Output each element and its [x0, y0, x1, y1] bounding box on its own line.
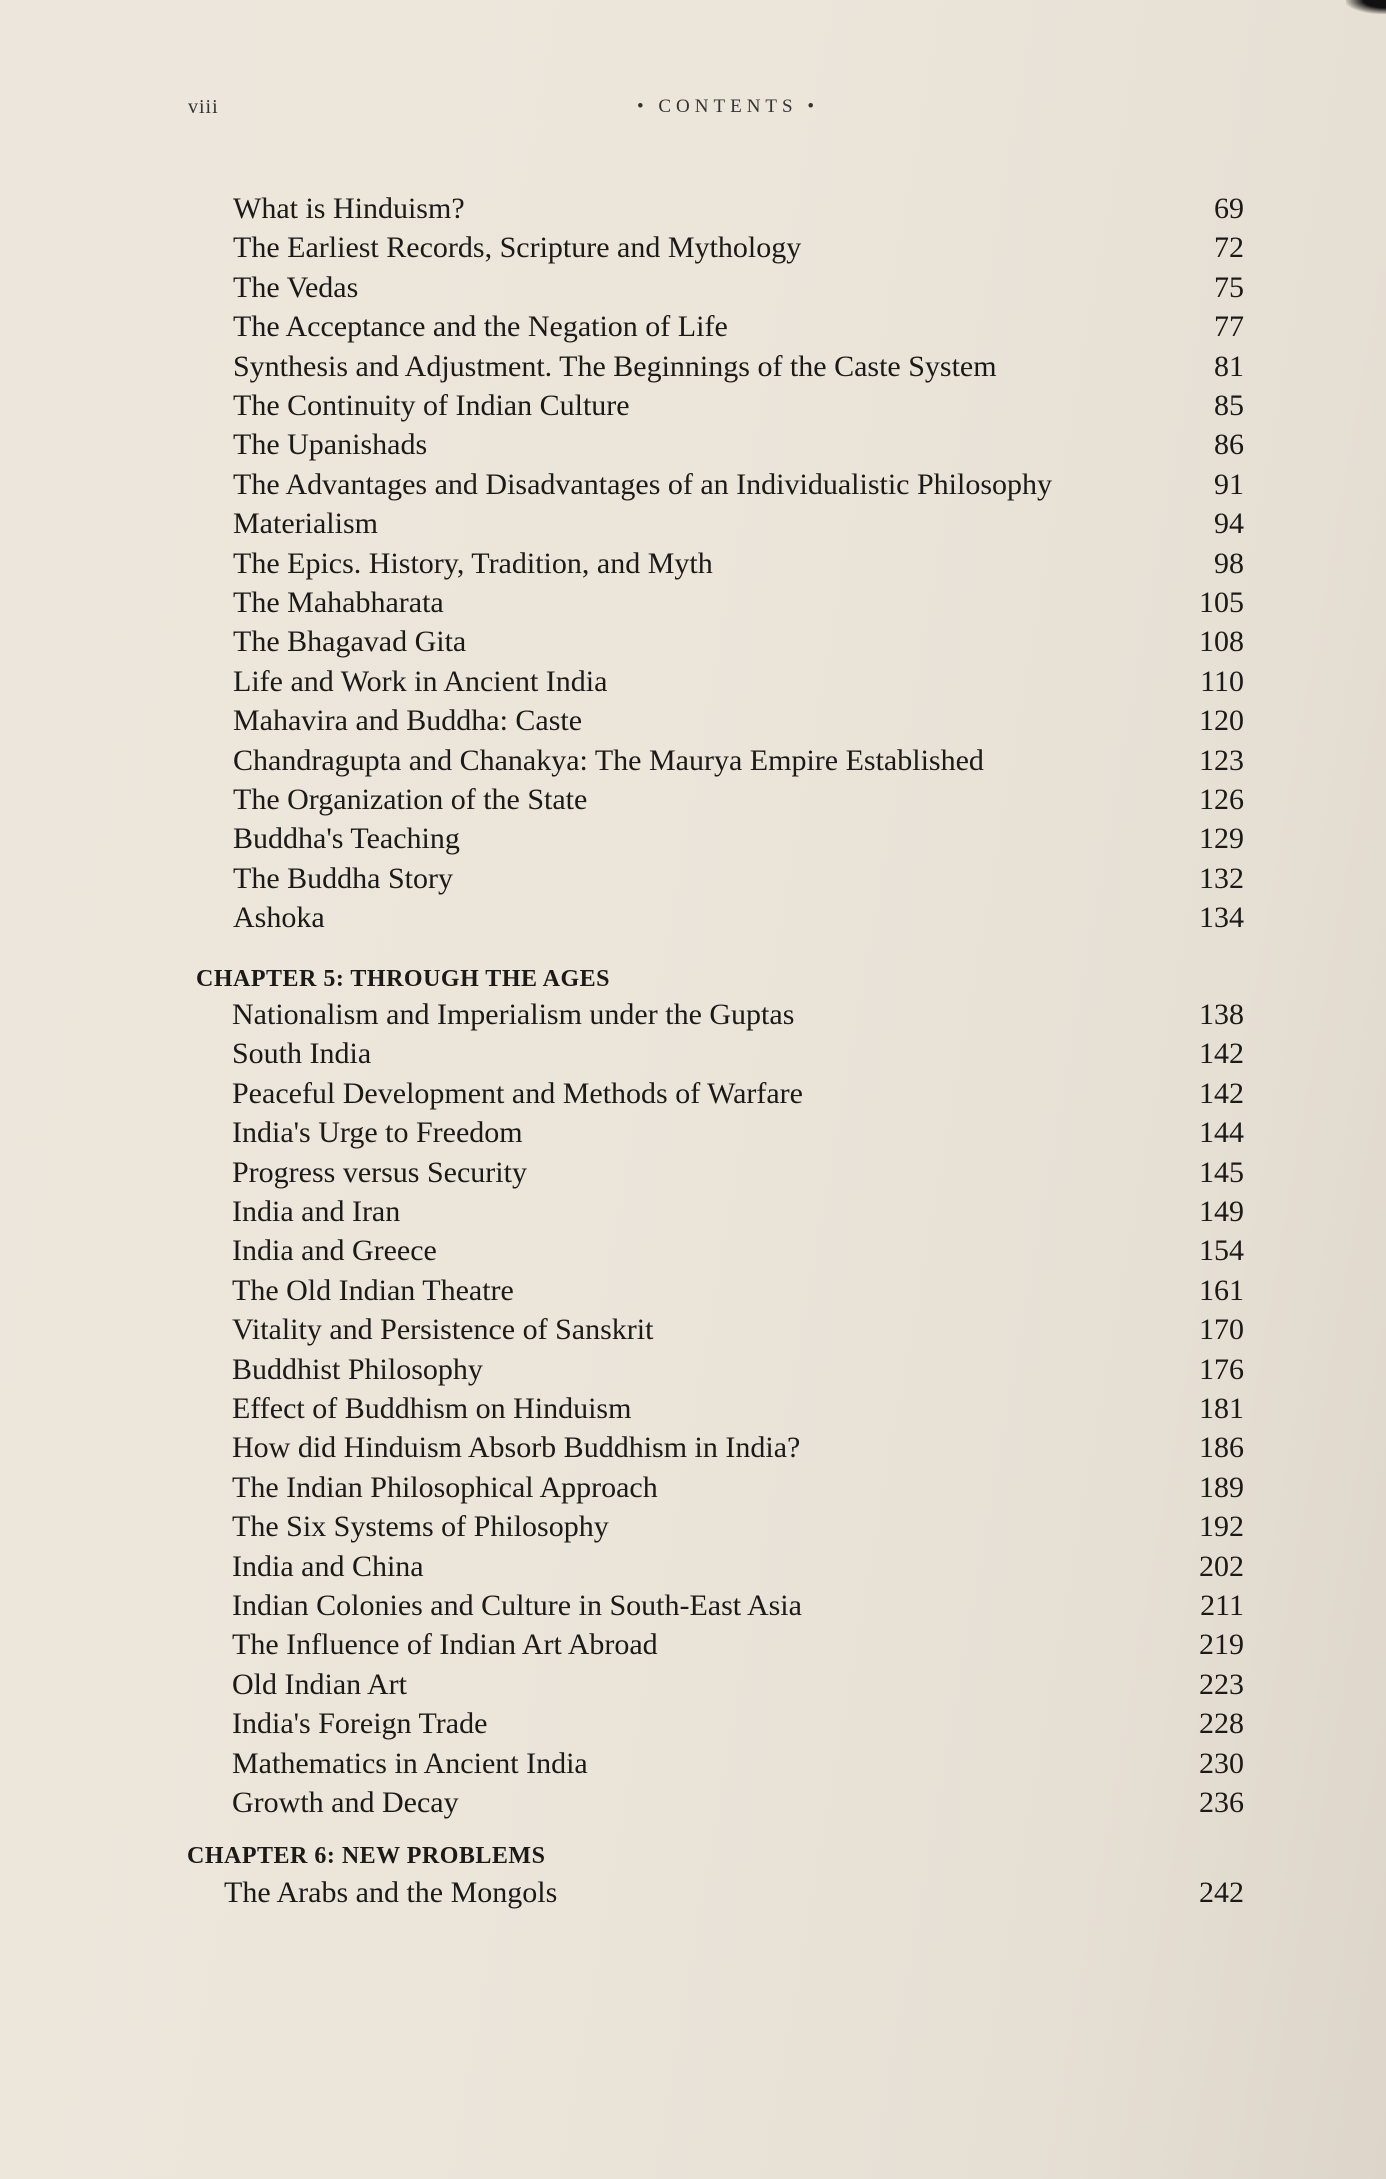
- toc-entry-page: 228: [1199, 1707, 1244, 1741]
- toc-entry-page: 149: [1199, 1195, 1244, 1228]
- toc-entry-title: Old Indian Art: [232, 1667, 407, 1701]
- toc-entry-title: Chandragupta and Chanakya: The Maurya Empire Established: [233, 743, 984, 777]
- toc-entry-page: 142: [1199, 1076, 1244, 1110]
- toc-entry-title: India and Greece: [232, 1234, 437, 1268]
- toc-entry-page: 219: [1199, 1628, 1244, 1662]
- toc-entry-page: 110: [1200, 664, 1244, 698]
- toc-entry-title: Growth and Decay: [232, 1786, 459, 1819]
- toc-entry-title: The Continuity of Indian Culture: [233, 389, 630, 422]
- toc-entry-page: 86: [1214, 428, 1244, 462]
- toc-entry-title: Mathematics in Ancient India: [232, 1746, 588, 1780]
- toc-entry-title: Synthesis and Adjustment. The Beginnings of the Caste System: [233, 349, 997, 383]
- toc-entry-title: How did Hinduism Absorb Buddhism in India?: [232, 1431, 801, 1465]
- toc-entry-title: The Indian Philosophical Approach: [232, 1470, 658, 1504]
- toc-entry-page: 132: [1199, 861, 1244, 895]
- toc-entry-title: India's Foreign Trade: [232, 1707, 488, 1741]
- toc-entry-page: 134: [1199, 901, 1244, 935]
- toc-entry-title: Vitality and Persistence of Sanskrit: [232, 1313, 654, 1347]
- toc-entry-title: Nationalism and Imperialism under the Guptas: [232, 998, 795, 1031]
- toc-entry-title: The Arabs and the Mongols: [224, 1876, 558, 1909]
- toc-entry-title: The Mahabharata: [233, 586, 444, 619]
- toc-entry-title: Life and Work in Ancient India: [233, 664, 608, 698]
- toc-entry-title: India and China: [232, 1549, 424, 1583]
- running-head: • CONTENTS •: [636, 96, 820, 117]
- chapter-heading: CHAPTER 6: NEW PROBLEMS: [187, 1843, 546, 1869]
- toc-entry-page: 202: [1199, 1549, 1244, 1583]
- toc-entry-title: Materialism: [233, 507, 378, 541]
- toc-entry-page: 144: [1199, 1116, 1244, 1150]
- toc-entry-title: The Influence of Indian Art Abroad: [232, 1628, 658, 1662]
- toc-entry-page: 105: [1199, 586, 1244, 619]
- toc-entry-title: The Six Systems of Philosophy: [232, 1510, 609, 1544]
- toc-entry-page: 108: [1199, 625, 1244, 659]
- toc-entry-page: 142: [1199, 1037, 1244, 1071]
- toc-entry-title: The Old Indian Theatre: [232, 1273, 514, 1307]
- toc-entry-title: The Advantages and Disadvantages of an Individualistic Philosophy: [233, 467, 1053, 501]
- toc-entry-title: Indian Colonies and Culture in South-East Asia: [232, 1589, 802, 1622]
- toc-entry-title: Ashoka: [233, 901, 325, 935]
- toc-entry-title: The Acceptance and the Negation of Life: [233, 310, 728, 344]
- toc-entry-title: The Bhagavad Gita: [233, 625, 467, 659]
- toc-entry-page: 236: [1199, 1786, 1244, 1819]
- toc-entry-page: 77: [1214, 310, 1244, 344]
- toc-entry-title: Buddha's Teaching: [233, 822, 460, 856]
- toc-entry-title: Buddhist Philosophy: [232, 1352, 483, 1386]
- toc-entry-page: 154: [1199, 1234, 1244, 1268]
- toc-entry-title: The Vedas: [233, 270, 359, 304]
- toc-entry-page: 192: [1199, 1510, 1244, 1544]
- toc-entry-page: 69: [1214, 192, 1244, 225]
- page-corner-shadow: [1346, 0, 1386, 14]
- toc-entry-page: 98: [1214, 546, 1244, 580]
- toc-entry-page: 94: [1214, 507, 1244, 541]
- toc-entry-page: 181: [1199, 1392, 1244, 1425]
- toc-entry-page: 138: [1199, 998, 1244, 1031]
- toc-entry-title: India and Iran: [232, 1195, 401, 1228]
- toc-entry-page: 85: [1214, 389, 1244, 422]
- toc-entry-title: South India: [232, 1037, 372, 1071]
- toc-entry-page: 211: [1200, 1589, 1244, 1622]
- toc-entry-page: 176: [1199, 1352, 1244, 1386]
- toc-entry-page: 129: [1199, 822, 1244, 856]
- toc-entry-page: 145: [1199, 1155, 1244, 1189]
- toc-entry-title: India's Urge to Freedom: [232, 1116, 523, 1150]
- toc-entry-page: 186: [1199, 1431, 1244, 1465]
- toc-entry-title: Progress versus Security: [232, 1155, 527, 1189]
- chapter-heading: CHAPTER 5: THROUGH THE AGES: [196, 966, 611, 992]
- toc-entry-page: 189: [1199, 1470, 1244, 1504]
- toc-entry-page: 72: [1214, 231, 1244, 265]
- toc-entry-page: 170: [1199, 1313, 1244, 1347]
- toc-entry-title: The Organization of the State: [233, 783, 588, 816]
- toc-entry-page: 126: [1199, 783, 1244, 816]
- toc-entry-title: Peaceful Development and Methods of Warfare: [232, 1076, 803, 1110]
- toc-entry-title: The Upanishads: [233, 428, 428, 462]
- toc-entry-page: 161: [1199, 1273, 1244, 1307]
- toc-entry-page: 91: [1214, 467, 1244, 501]
- toc-entry-title: The Epics. History, Tradition, and Myth: [233, 546, 713, 580]
- toc-entry-page: 123: [1199, 743, 1244, 777]
- toc-entry-title: The Buddha Story: [233, 861, 453, 895]
- toc-entry-page: 81: [1214, 349, 1244, 383]
- toc-entry-page: 75: [1214, 270, 1244, 304]
- toc-entry-title: The Earliest Records, Scripture and Mythology: [233, 231, 802, 265]
- toc-entry-title: Mahavira and Buddha: Caste: [233, 704, 583, 738]
- toc-entry-page: 230: [1199, 1746, 1244, 1780]
- toc-entry-page: 223: [1199, 1667, 1244, 1701]
- toc-entry-page: 120: [1199, 704, 1244, 738]
- toc-entry-title: What is Hinduism?: [233, 192, 465, 225]
- toc-entry-title: Effect of Buddhism on Hinduism: [232, 1392, 632, 1425]
- page-folio: viii: [188, 96, 219, 118]
- toc-entry-page: 242: [1199, 1876, 1244, 1909]
